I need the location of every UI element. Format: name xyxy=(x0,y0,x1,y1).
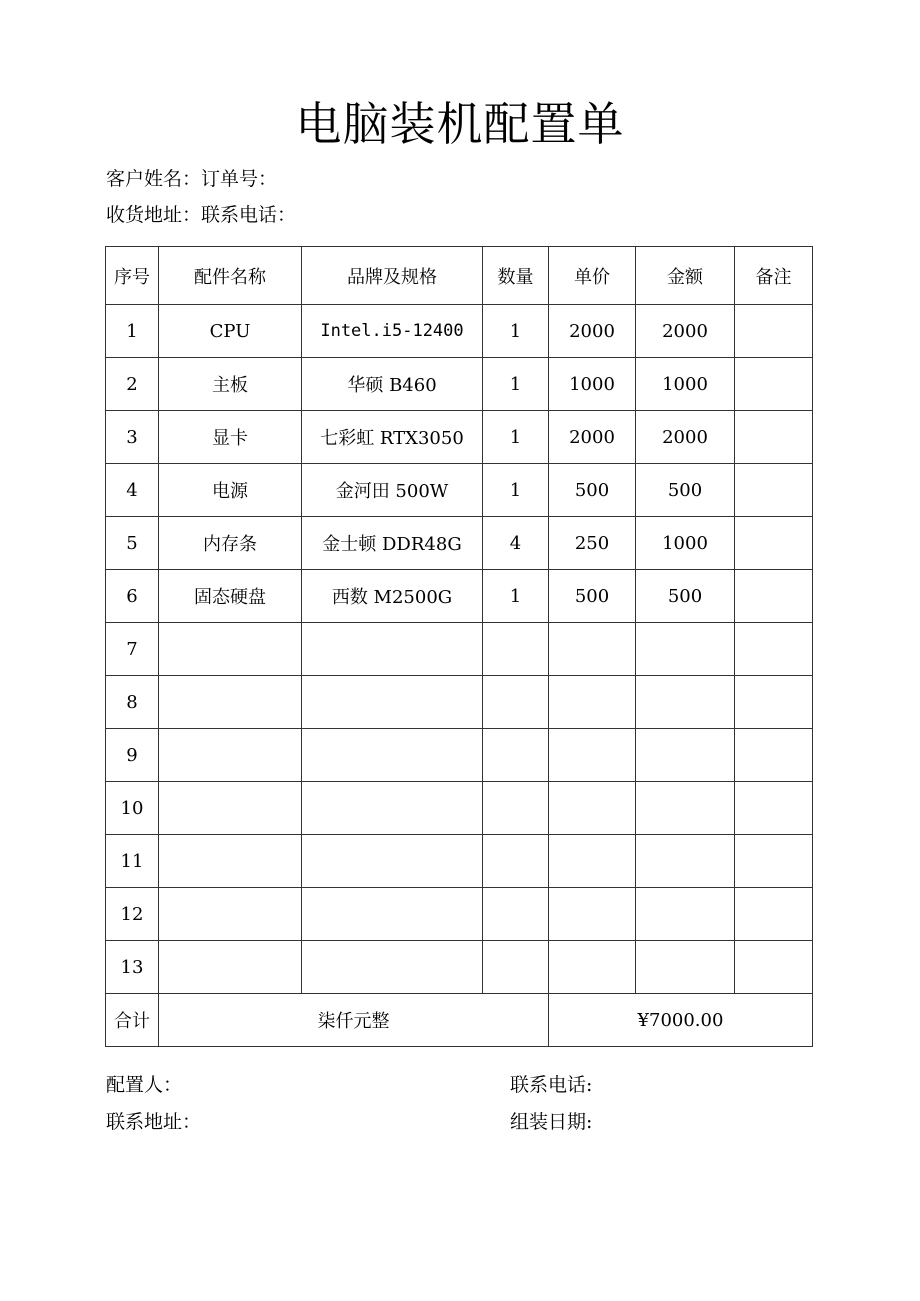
cell-amount: 1000 xyxy=(636,358,735,411)
table-row xyxy=(106,782,813,835)
cell-amount: 500 xyxy=(636,570,735,623)
cell-qty xyxy=(483,676,549,729)
cell-qty xyxy=(483,729,549,782)
cell-price xyxy=(549,782,636,835)
cell-price: 500 xyxy=(549,464,636,517)
cell-price: 1000 xyxy=(549,358,636,411)
cell-price: 250 xyxy=(549,517,636,570)
cell-spec: 七彩虹 RTX3050 xyxy=(302,411,483,464)
table-row xyxy=(106,623,813,676)
cell-spec: 华硕 B460 xyxy=(302,358,483,411)
cell-no: 2 xyxy=(106,358,159,411)
header-note: 备注 xyxy=(735,247,813,305)
cell-note xyxy=(735,623,813,676)
cell-qty: 1 xyxy=(483,411,549,464)
cell-part: 主板 xyxy=(159,358,302,411)
cell-no: 13 xyxy=(106,941,159,994)
cell-spec xyxy=(302,835,483,888)
cell-no: 5 xyxy=(106,517,159,570)
cell-amount: 500 xyxy=(636,464,735,517)
cell-no: 6 xyxy=(106,570,159,623)
cell-no: 7 xyxy=(106,623,159,676)
total-in-words: 柒仟元整 xyxy=(159,994,549,1047)
table-row xyxy=(106,517,813,570)
cell-note xyxy=(735,941,813,994)
cell-note xyxy=(735,358,813,411)
page-title: 电脑装机配置单 xyxy=(295,97,625,151)
cell-part xyxy=(159,782,302,835)
cell-note xyxy=(735,676,813,729)
table-row xyxy=(106,729,813,782)
table-row xyxy=(106,888,813,941)
cell-part xyxy=(159,729,302,782)
total-in-figures: ¥7000.00 xyxy=(549,994,813,1047)
cell-spec xyxy=(302,729,483,782)
cell-amount xyxy=(636,782,735,835)
cell-no: 1 xyxy=(106,305,159,358)
cell-qty: 1 xyxy=(483,464,549,517)
cell-no: 4 xyxy=(106,464,159,517)
table-row xyxy=(106,941,813,994)
table-row xyxy=(106,411,813,464)
configuration-table xyxy=(105,246,813,1047)
cell-note xyxy=(735,782,813,835)
cell-price: 2000 xyxy=(549,305,636,358)
cell-no: 10 xyxy=(106,782,159,835)
cell-qty: 1 xyxy=(483,358,549,411)
cell-qty xyxy=(483,782,549,835)
cell-amount xyxy=(636,888,735,941)
table-row xyxy=(106,676,813,729)
cell-no: 9 xyxy=(106,729,159,782)
cell-no: 11 xyxy=(106,835,159,888)
footer-contact-address-label: 联系地址： xyxy=(106,1111,202,1133)
cell-qty xyxy=(483,888,549,941)
total-label: 合计 xyxy=(106,994,159,1047)
cell-no: 8 xyxy=(106,676,159,729)
cell-note xyxy=(735,411,813,464)
header-amount: 金额 xyxy=(636,247,735,305)
cell-part: 内存条 xyxy=(159,517,302,570)
cell-amount xyxy=(636,941,735,994)
cell-note xyxy=(735,570,813,623)
cell-part xyxy=(159,623,302,676)
cell-amount: 2000 xyxy=(636,305,735,358)
cell-amount: 2000 xyxy=(636,411,735,464)
cell-price xyxy=(549,729,636,782)
cell-note xyxy=(735,729,813,782)
header-qty: 数量 xyxy=(483,247,549,305)
table-row xyxy=(106,358,813,411)
cell-spec: 西数 M2500G xyxy=(302,570,483,623)
table-row xyxy=(106,305,813,358)
cell-part: 电源 xyxy=(159,464,302,517)
cell-note xyxy=(735,888,813,941)
header-part: 配件名称 xyxy=(159,247,302,305)
cell-amount xyxy=(636,835,735,888)
cell-amount xyxy=(636,676,735,729)
cell-no: 12 xyxy=(106,888,159,941)
assembly-date-label: 组装日期: xyxy=(510,1111,593,1133)
cell-part xyxy=(159,888,302,941)
footer-contact-phone-label: 联系电话: xyxy=(510,1074,593,1096)
table-row xyxy=(106,835,813,888)
cell-price xyxy=(549,835,636,888)
cell-spec xyxy=(302,782,483,835)
cell-spec xyxy=(302,623,483,676)
cell-price xyxy=(549,888,636,941)
cell-qty xyxy=(483,941,549,994)
cell-amount: 1000 xyxy=(636,517,735,570)
cell-price: 2000 xyxy=(549,411,636,464)
cell-qty xyxy=(483,623,549,676)
customer-info-line-1 xyxy=(106,166,277,192)
configurer-label: 配置人： xyxy=(106,1074,183,1096)
total-row xyxy=(106,994,813,1047)
table-header-row xyxy=(106,247,813,305)
cell-note xyxy=(735,305,813,358)
order-number-label: 订单号： xyxy=(201,168,278,190)
cell-amount xyxy=(636,623,735,676)
cell-spec: Intel.i5-12400 xyxy=(302,305,483,358)
header-spec: 品牌及规格 xyxy=(302,247,483,305)
cell-part: CPU xyxy=(159,305,302,358)
cell-spec xyxy=(302,888,483,941)
cell-part xyxy=(159,676,302,729)
cell-part xyxy=(159,835,302,888)
contact-phone-label: 联系电话： xyxy=(201,204,297,226)
cell-spec xyxy=(302,676,483,729)
header-no: 序号 xyxy=(106,247,159,305)
customer-info-line-2 xyxy=(106,202,296,228)
cell-note xyxy=(735,464,813,517)
shipping-address-label: 收货地址： xyxy=(106,204,202,226)
cell-price: 500 xyxy=(549,570,636,623)
cell-amount xyxy=(636,729,735,782)
cell-part: 固态硬盘 xyxy=(159,570,302,623)
cell-qty: 1 xyxy=(483,305,549,358)
cell-spec xyxy=(302,941,483,994)
cell-note xyxy=(735,517,813,570)
cell-no: 3 xyxy=(106,411,159,464)
cell-price xyxy=(549,623,636,676)
cell-qty: 1 xyxy=(483,570,549,623)
cell-qty: 4 xyxy=(483,517,549,570)
customer-name-label: 客户姓名： xyxy=(106,168,202,190)
cell-qty xyxy=(483,835,549,888)
cell-part xyxy=(159,941,302,994)
header-price: 单价 xyxy=(549,247,636,305)
cell-spec: 金河田 500W xyxy=(302,464,483,517)
cell-price xyxy=(549,941,636,994)
table-row xyxy=(106,464,813,517)
cell-note xyxy=(735,835,813,888)
cell-part: 显卡 xyxy=(159,411,302,464)
cell-spec: 金士顿 DDR48G xyxy=(302,517,483,570)
table-row xyxy=(106,570,813,623)
cell-price xyxy=(549,676,636,729)
